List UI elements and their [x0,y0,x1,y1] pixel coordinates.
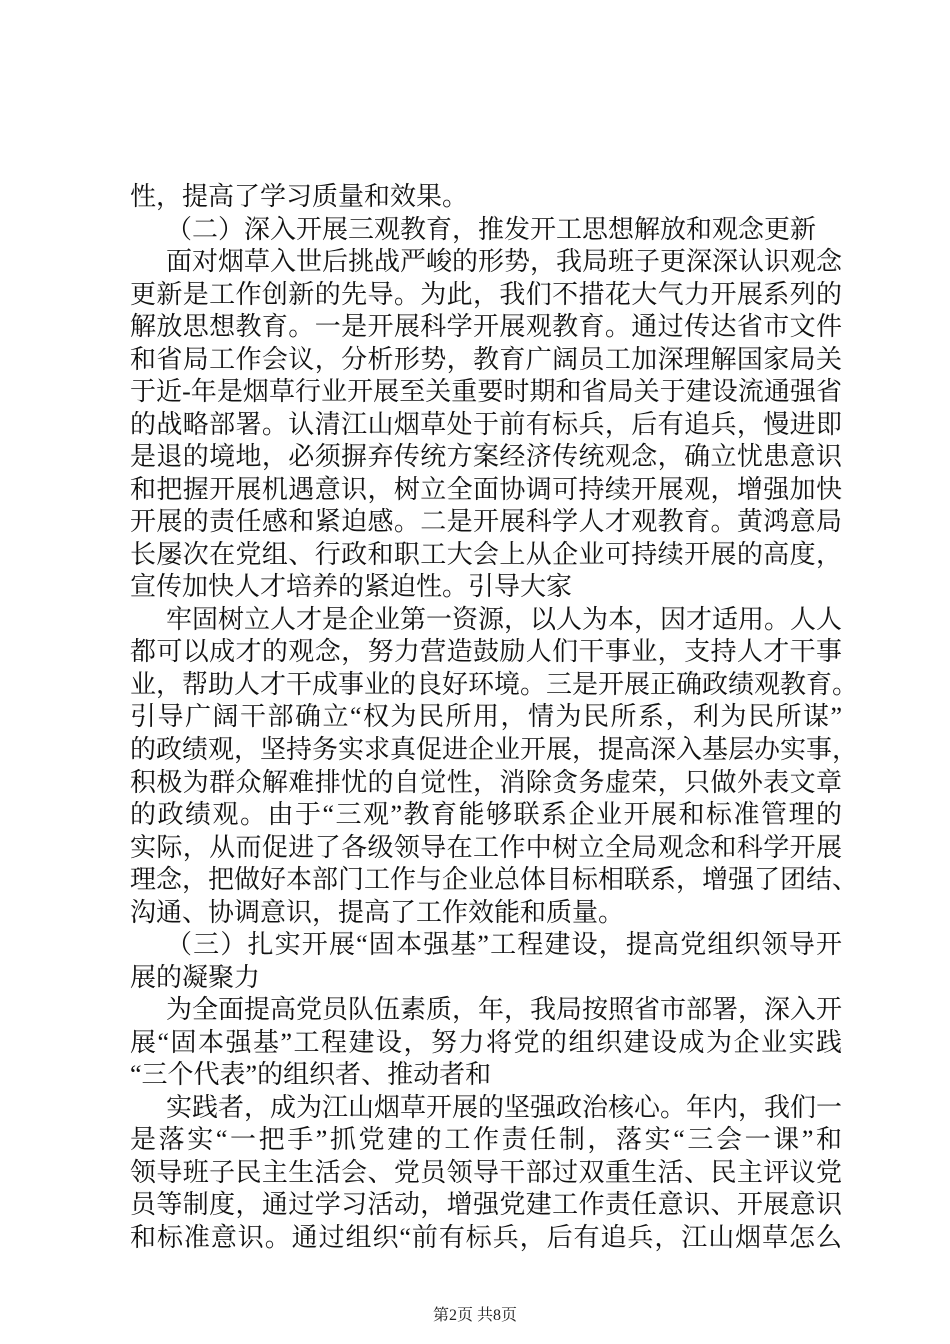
text-line: 面对烟草入世后挑战严峻的形势，我局班子更深深认识观念 [166,247,843,277]
text-line: 的政绩观。由于“三观”教育能够联系企业开展和标准管理的 [130,800,842,830]
text-line: 的战略部署。认清江山烟草处于前有标兵，后有追兵，慢进即 [130,409,842,439]
text-line: （二）深入开展三观教育，推发开工思想解放和观念更新 [166,214,817,244]
text-line: 业，帮助人才干成事业的良好环境。三是开展正确政绩观教育。 [130,669,859,699]
text-line: 引导广阔干部确立“权为民所用，情为民所系，利为民所谋” [130,702,842,732]
text-line: 是退的境地，必须摒弃传统方案经济传统观念，确立忧患意识 [130,442,842,472]
text-line: 理念，把做好本部门工作与企业总体目标相联系，增强了团结、 [130,865,859,895]
text-line: 于近-年是烟草行业开展至关重要时期和省局关于建设流通强省 [130,377,842,407]
text-line: “三个代表”的组织者、推动者和 [130,1060,492,1090]
text-line: 都可以成才的观念，努力营造鼓励人们干事业，支持人才干事 [130,637,842,667]
text-line: 领导班子民主生活会、党员领导干部过双重生活、民主评议党 [130,1157,842,1187]
text-line: 是落实“一把手”抓党建的工作责任制，落实“三会一课”和 [130,1125,842,1155]
text-line: 展的凝聚力 [130,962,261,992]
text-line: （三）扎实开展“固本强基”工程建设，提高党组织领导开 [166,930,842,960]
text-line: 牢固树立人才是企业第一资源，以人为本，因才适用。人人 [166,604,843,634]
text-line: 员等制度，通过学习活动，增强党建工作责任意识、开展意识 [130,1190,842,1220]
page-footer: 第2页 共8页 [432,1307,517,1324]
text-line: 和标准意识。通过组织“前有标兵，后有追兵，江山烟草怎么 [130,1222,842,1252]
text-line: 实践者，成为江山烟草开展的坚强政治核心。年内，我们一 [166,1092,843,1122]
text-line: 沟通、协调意识，提高了工作效能和质量。 [130,897,625,927]
text-line: 为全面提高党员队伍素质，年，我局按照省市部署，深入开 [166,995,843,1025]
text-line: 积极为群众解难排忧的自觉性，消除贪务虚荣，只做外表文章 [130,767,842,797]
text-line: 的政绩观，坚持务实求真促进企业开展，提高深入基层办实事， [130,735,859,764]
text-line: 展“固本强基”工程建设，努力将党的组织建设成为企业实践 [130,1027,842,1057]
text-line: 和把握开展机遇意识，树立全面协调可持续开展观，增强加快 [130,474,842,504]
text-line: 和省局工作会议，分析形势，教育广阔员工加深理解国家局关 [130,344,842,374]
text-line: 实际，从而促进了各级领导在工作中树立全局观念和科学开展 [130,832,842,862]
text-line: 性，提高了学习质量和效果。 [130,182,469,211]
text-line: 更新是工作创新的先导。为此，我们不措花大气力开展系列的 [130,279,842,309]
text-line: 解放思想教育。一是开展科学开展观教育。通过传达省市文件 [130,312,842,342]
text-line: 宣传加快人才培养的紧迫性。引导大家 [130,572,573,602]
text-line: 长屡次在党组、行政和职工大会上从企业可持续开展的高度， [130,539,842,569]
text-line: 开展的责任感和紧迫感。二是开展科学人才观教育。黄鸿意局 [130,507,842,537]
